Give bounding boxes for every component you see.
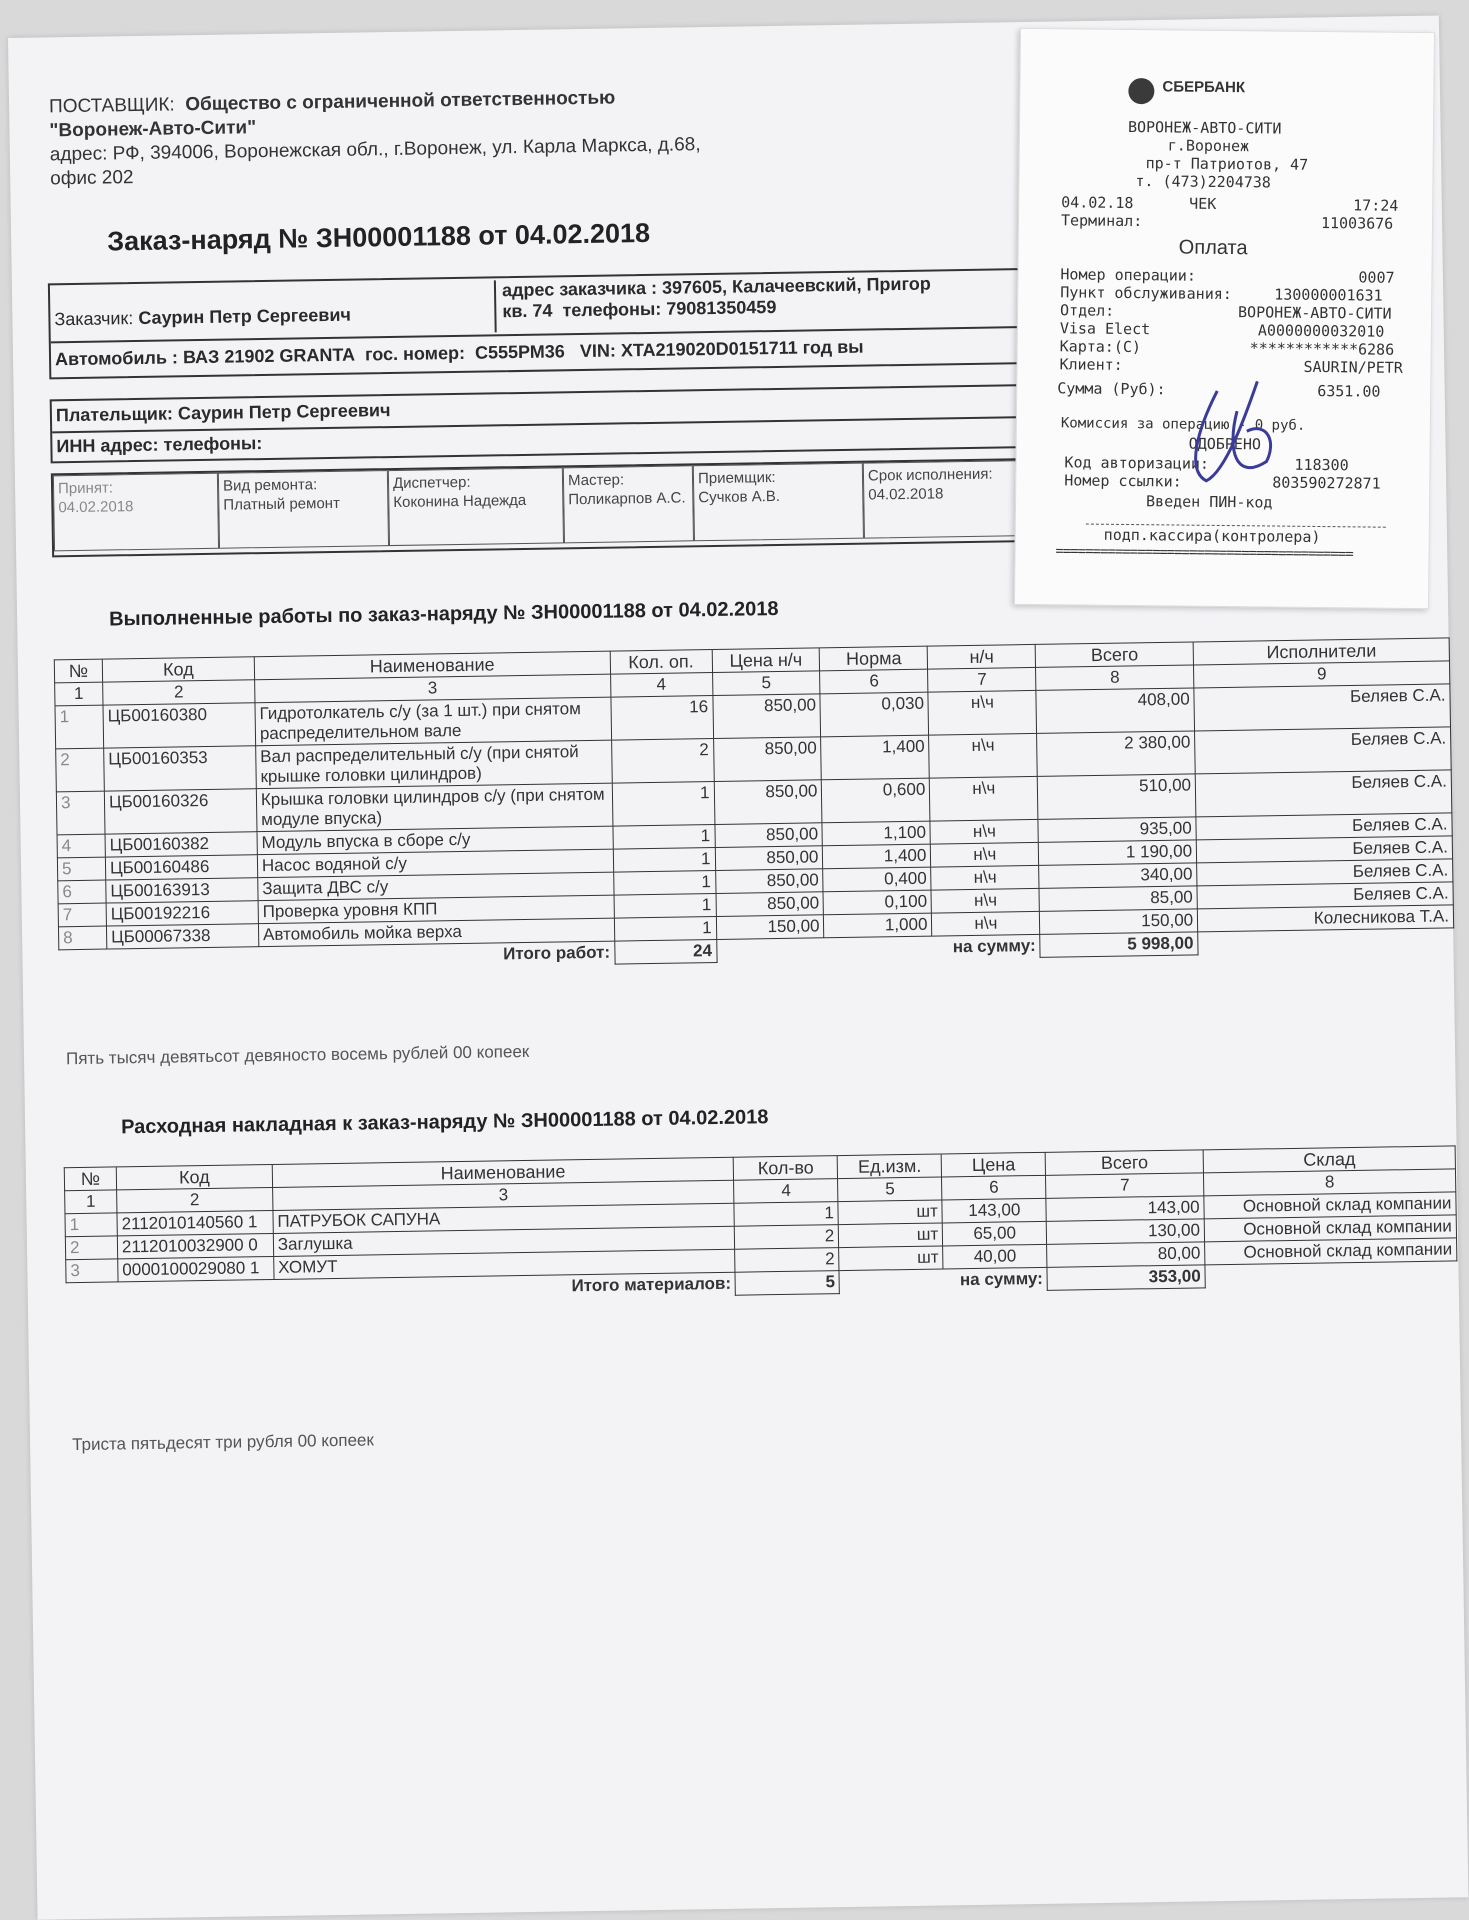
work-price: 850,00 [712, 694, 821, 739]
ref-label: Номер ссылки: [1064, 471, 1182, 491]
mat-col-store: Склад [1203, 1146, 1455, 1173]
material-total: 80,00 [1047, 1242, 1205, 1267]
works-col-code: Код [102, 657, 254, 682]
empty-cell [1205, 1261, 1457, 1288]
work-code: ЦБ00160380 [103, 703, 256, 748]
work-executor: Беляев С.А. [1197, 859, 1453, 886]
dept: ВОРОНЕЖ-АВТО-СИТИ [1237, 303, 1392, 323]
row-number: 6 [58, 880, 106, 904]
work-price: 850,00 [714, 780, 823, 825]
materials-total-qty: 5 [735, 1271, 839, 1296]
row-number: 2 [65, 1236, 117, 1260]
year-label: год вы [802, 336, 864, 358]
work-executor: Беляев С.А. [1197, 882, 1453, 909]
material-store: Основной склад компании [1204, 1215, 1456, 1242]
bank-name: СБЕРБАНК [1162, 78, 1246, 97]
plate: С555РМ36 [474, 341, 566, 363]
approved: ОДОБРЕНО [1188, 434, 1262, 454]
work-qty: 1 [612, 782, 715, 827]
work-price: 850,00 [714, 823, 822, 848]
colnum: 1 [55, 682, 103, 706]
receipt-time: 17:24 [1353, 196, 1399, 215]
work-code: ЦБ00163913 [106, 878, 258, 903]
work-unit: н\ч [932, 911, 1040, 936]
op-no-label: Номер операции: [1060, 265, 1197, 285]
material-code: 2112010032900 0 [117, 1233, 273, 1258]
customer-address: 397605, Калачеевский, Пригор [661, 273, 931, 298]
material-store: Основной склад компании [1204, 1192, 1456, 1219]
info-dispatcher: Диспетчер: Коконина Надежда [388, 467, 564, 546]
info-receiver: Приемщик: Сучков А.В. [693, 463, 864, 542]
materials-sum-words: Триста пятьдесят три рубля 00 копеек [71, 1430, 375, 1455]
material-price: 40,00 [943, 1244, 1047, 1269]
work-executor: Беляев С.А. [1196, 813, 1452, 840]
material-qty: 2 [735, 1225, 839, 1250]
auth-code: 118300 [1294, 455, 1349, 475]
work-norm: 0,400 [823, 867, 931, 892]
work-unit: н\ч [931, 842, 1039, 867]
merchant-street: пр-т Патриотов, 47 [1145, 154, 1309, 174]
card-type: Visa Elect [1059, 319, 1151, 339]
row-number: 3 [66, 1259, 118, 1283]
work-total: 2 380,00 [1037, 731, 1196, 776]
material-price: 65,00 [943, 1221, 1047, 1246]
work-price: 850,00 [715, 869, 823, 894]
pin-entered: Введен ПИН-код [1145, 492, 1273, 512]
materials-table [64, 1145, 1458, 1306]
work-executor: Беляев С.А. [1194, 684, 1450, 731]
material-total: 130,00 [1046, 1219, 1204, 1244]
work-total: 510,00 [1038, 774, 1197, 819]
colnum: 9 [1194, 661, 1450, 688]
work-unit: н\ч [929, 733, 1038, 778]
car-model: ВАЗ 21902 GRANTA [182, 344, 356, 368]
work-qty: 1 [613, 847, 715, 872]
ref-number: 803590272871 [1272, 473, 1381, 493]
works-col-exec: Исполнители [1193, 638, 1449, 665]
works-total-qty: 24 [614, 939, 716, 964]
colnum: 1 [65, 1190, 117, 1214]
mat-col-n: № [64, 1167, 116, 1191]
phones-label: телефоны: [562, 298, 662, 321]
row-number: 3 [56, 791, 105, 835]
sum-value: 6351.00 [1317, 381, 1381, 401]
row-number: 8 [58, 926, 106, 950]
works-col-total: Всего [1035, 642, 1193, 667]
auth-label: Код авторизации: [1064, 453, 1210, 473]
supplier-address: адрес: РФ, 394006, Воронежская обл., г.Воронеж, ул. Карла Маркса, д.68, [49, 134, 701, 166]
dept-label: Отдел: [1059, 301, 1115, 320]
work-name: Гидротолкатель с/у (за 1 шт.) при снятом распределительном вале [255, 697, 611, 746]
payer-name: Саурин Петр Сергеевич [177, 400, 391, 424]
colnum: 5 [712, 671, 820, 696]
info-master: Мастер: Поликарпов А.С. [563, 465, 694, 543]
sign-line-label: подп.кассира(контролера) [1103, 525, 1321, 547]
card-aid: A0000000032010 [1257, 321, 1385, 341]
fee-line: Комиссия за операцию - 0 руб. [1060, 415, 1306, 434]
colnum: 5 [838, 1177, 942, 1202]
work-qty: 2 [611, 739, 714, 784]
supplier-block [49, 85, 701, 191]
row-number: 1 [55, 705, 104, 749]
material-qty: 1 [734, 1202, 838, 1227]
colnum: 4 [610, 673, 712, 698]
card-label: Карта:(С) [1059, 337, 1142, 357]
work-norm: 0,030 [820, 692, 929, 737]
work-code: ЦБ00160353 [104, 746, 257, 791]
work-name: Защита ДВС с/у [258, 872, 614, 901]
work-name: Модуль впуска в сборе с/у [257, 826, 613, 855]
row-number: 2 [56, 748, 105, 792]
work-unit: н\ч [931, 865, 1039, 890]
supplier-office: офис 202 [50, 167, 134, 190]
merchant-phone: т. (473)2204738 [1135, 172, 1271, 192]
signature-icon [1176, 371, 1297, 492]
payer-box [50, 384, 1055, 464]
phones: 79081350459 [666, 296, 777, 319]
point-label: Пункт обслуживания: [1060, 283, 1232, 304]
merchant-name: ВОРОНЕЖ-АВТО-СИТИ [1127, 117, 1282, 138]
colnum: 8 [1204, 1169, 1456, 1196]
work-qty: 1 [613, 825, 715, 850]
supplier-name-2: "Воронеж-Авто-Сити" [49, 117, 257, 142]
terminal-id: 11003676 [1320, 214, 1394, 233]
material-price: 143,00 [942, 1198, 1046, 1223]
mat-col-name: Наименование [272, 1157, 734, 1187]
works-col-price: Цена н/ч [712, 648, 820, 673]
terminal-label: Терминал: [1060, 211, 1143, 231]
work-unit: н\ч [930, 776, 1039, 821]
work-code: ЦБ00067338 [106, 924, 258, 949]
material-name: ПАТРУБОК САПУНА [273, 1203, 735, 1233]
work-executor: Беляев С.А. [1195, 770, 1451, 817]
material-name: ХОМУТ [273, 1249, 735, 1279]
works-table [54, 637, 1455, 973]
car-line [51, 326, 1059, 377]
material-unit: шт [838, 1200, 942, 1225]
works-col-n: № [54, 659, 102, 683]
work-executor: Колесникова Т.А. [1197, 905, 1453, 932]
work-name: Крышка головки цилиндров с/у (при снятом модуле впуска) [256, 783, 612, 832]
materials-sum-label: на сумму: [959, 1268, 1044, 1290]
receipt-doc: ЧЕК [1189, 194, 1217, 213]
point-id: 130000001631 [1274, 285, 1383, 305]
works-sum-label: на сумму: [952, 935, 1036, 957]
material-code: 0000100029080 1 [118, 1256, 274, 1281]
works-col-qty: Кол. оп. [610, 650, 712, 675]
vin-label: VIN: [579, 340, 617, 362]
card-number: ************6286 [1249, 339, 1395, 359]
mat-col-qty: Кол-во [734, 1156, 838, 1181]
order-title: Заказ-наряд № ЗН00001188 от 04.02.2018 [106, 217, 651, 257]
work-name: Вал распределительный с/у (при снятой крышке головки цилиндров) [256, 740, 612, 789]
materials-sum: 353,00 [1047, 1265, 1205, 1290]
colnum: 3 [272, 1180, 734, 1210]
work-price: 850,00 [716, 892, 824, 917]
row-number: 7 [58, 903, 106, 927]
works-col-norm: Норма [820, 646, 928, 671]
material-unit: шт [839, 1246, 943, 1271]
materials-total-label: Итого материалов: [571, 1273, 732, 1296]
sum-label: Сумма (Руб): [1057, 379, 1166, 399]
work-price: 150,00 [716, 915, 824, 940]
colnum: 7 [1046, 1173, 1204, 1198]
customer-address-box [494, 274, 932, 333]
payment-receipt [1014, 28, 1435, 609]
info-repair-type: Вид ремонта: Платный ремонт [218, 470, 389, 549]
work-total: 150,00 [1040, 909, 1198, 934]
work-norm: 1,400 [823, 844, 931, 869]
row-number: 1 [65, 1213, 117, 1237]
work-norm: 1,100 [822, 821, 930, 846]
work-unit: н\ч [928, 690, 1037, 735]
material-unit: шт [839, 1223, 943, 1248]
payer-line [56, 400, 391, 426]
info-row [51, 458, 1056, 558]
colnum: 6 [942, 1175, 1046, 1200]
materials-title: Расходная накладная к заказ-наряду № ЗН00001188 от 04.02.2018 [120, 1106, 769, 1139]
work-norm: 0,600 [822, 778, 931, 823]
work-norm: 0,100 [823, 890, 931, 915]
material-total: 143,00 [1046, 1196, 1204, 1221]
material-qty: 2 [735, 1248, 839, 1273]
supplier-label: ПОСТАВЩИК: [48, 94, 175, 118]
supplier-name: Общество с ограниченной ответственностью [185, 87, 616, 116]
work-total: 340,00 [1039, 863, 1197, 888]
work-norm: 1,000 [824, 913, 932, 938]
info-accepted: Принят: 04.02.2018 [53, 473, 219, 552]
work-code: ЦБ00160326 [104, 789, 257, 834]
work-executor: Беляев С.А. [1196, 836, 1452, 863]
colnum: 4 [734, 1179, 838, 1204]
work-code: ЦБ00192216 [106, 901, 258, 926]
works-col-name: Наименование [254, 651, 610, 680]
works-sum: 5 998,00 [1040, 932, 1198, 957]
work-qty: 16 [611, 696, 714, 741]
work-qty: 1 [614, 893, 716, 918]
mat-col-total: Всего [1045, 1150, 1203, 1175]
customer-line [54, 305, 351, 331]
work-qty: 1 [613, 870, 715, 895]
works-sum-words: Пять тысяч девятьсот девяносто восемь рублей 00 копеек [65, 1041, 530, 1069]
work-unit: н\ч [930, 819, 1038, 844]
work-name: Насос водяной с/у [257, 849, 613, 878]
mat-col-unit: Ед.изм. [838, 1154, 942, 1179]
work-executor: Беляев С.А. [1195, 727, 1451, 774]
works-title: Выполненные работы по заказ-наряду № ЗН00001188 от 04.02.2018 [108, 597, 779, 631]
work-total: 935,00 [1038, 817, 1196, 842]
receipt-date: 04.02.18 [1061, 193, 1134, 213]
work-name: Проверка уровня КПП [258, 895, 614, 924]
work-name: Автомобиль мойка верха [258, 918, 614, 947]
colnum: 2 [103, 680, 255, 705]
operation-type: Оплата [1178, 236, 1248, 260]
vin: XTA219020D0151711 [620, 337, 798, 361]
material-code: 2112010140560 1 [117, 1210, 273, 1235]
op-no: 0007 [1358, 268, 1395, 287]
colnum: 8 [1036, 665, 1194, 690]
work-qty: 1 [614, 916, 716, 941]
merchant-city: г.Воронеж [1167, 136, 1250, 156]
work-total: 85,00 [1039, 886, 1197, 911]
inn-text: ИНН адрес: телефоны: [56, 433, 263, 457]
works-body [55, 684, 1454, 950]
customer-name: Саурин Петр Сергеевич [138, 304, 352, 328]
row-number: 5 [57, 857, 105, 881]
receipt-rule: ======================================== [1055, 543, 1353, 563]
info-deadline: Срок исполнения: 04.02.2018 [863, 460, 1050, 539]
customer-label: Заказчик: [54, 308, 134, 330]
material-store: Основной склад компании [1205, 1238, 1457, 1265]
client-name: SAURIN/PETR [1303, 357, 1403, 377]
work-code: ЦБ00160382 [105, 832, 257, 857]
mat-col-price: Цена [941, 1152, 1045, 1177]
customer-box [48, 268, 1053, 380]
mat-col-code: Код [116, 1164, 272, 1189]
car-label: Автомобиль : [54, 347, 179, 370]
empty-cell [1198, 928, 1454, 955]
payer-label: Плательщик: [55, 403, 174, 426]
works-col-unit: н/ч [928, 644, 1036, 669]
colnum: 7 [928, 667, 1036, 692]
apartment: кв. 74 [502, 300, 553, 322]
work-norm: 1,400 [821, 735, 930, 780]
work-total: 1 190,00 [1039, 840, 1197, 865]
colnum: 2 [117, 1187, 273, 1212]
client-label: Клиент: [1059, 355, 1123, 374]
colnum: 3 [255, 674, 611, 703]
work-code: ЦБ00160486 [105, 855, 257, 880]
works-total-label: Итого работ: [502, 942, 611, 964]
work-unit: н\ч [931, 888, 1039, 913]
work-total: 408,00 [1036, 688, 1195, 733]
sberbank-logo-icon [1128, 78, 1154, 104]
work-price: 850,00 [715, 846, 823, 871]
plate-label: гос. номер: [364, 342, 466, 365]
row-number: 4 [57, 834, 105, 858]
work-price: 850,00 [713, 737, 822, 782]
customer-address-label: адрес заказчика : [501, 277, 658, 301]
colnum: 6 [820, 669, 928, 694]
material-name: Заглушка [273, 1226, 735, 1256]
